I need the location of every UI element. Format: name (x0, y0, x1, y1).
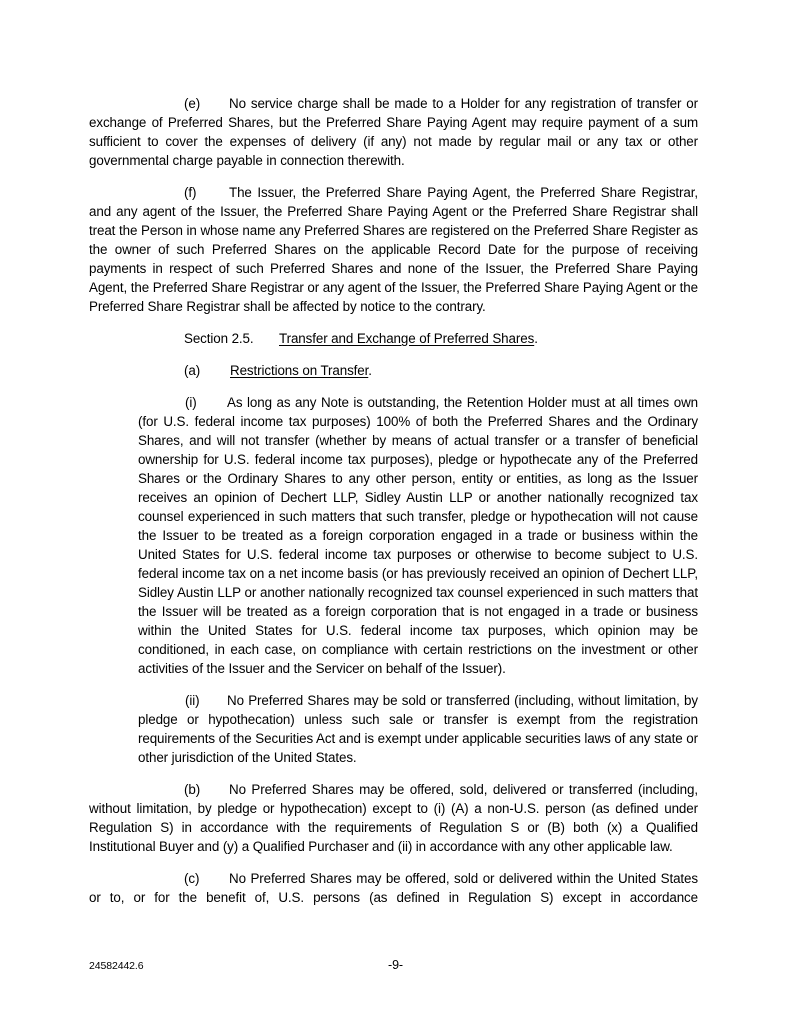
document-body (89, 94, 698, 920)
paragraph-c-text: No Preferred Shares may be offered, sold or delivered within the United States or to, or for the benefit of, U.S. persons (as defined in Regulation S) except in accordance (89, 871, 698, 905)
paragraph-i-text: As long as any Note is outstanding, the Retention Holder must at all times own (for U.S. federal income tax purposes) 100% of both the Preferred Shares and the Ordinary Shares, and will not transfer (whether by means of actual transfer or a transfer of beneficial ownership for U.S. federal income tax purposes), pledge or hypothecate any of the Preferred Shares or the Ordinary Shares to any other person, entity or entities, as long as the Issuer receives an opinion of Dechert LLP, Sidley Austin LLP or another nationally recognized tax counsel experienced in such matters that such transfer, pledge or hypothecation will not cause the Issuer to be treated as a foreign corporation engaged in a trade or business within the United States for U.S. federal income tax purposes or otherwise to become subject to U.S. federal income tax on a net income basis (or has previously received an opinion of Dechert LLP, Sidley Austin LLP or another nationally recognized tax counsel experienced in such matters that the Issuer will be treated as a foreign corporation that is not engaged in a trade or business within the United States for U.S. federal income tax purposes, which opinion may be conditioned, in each case, on compliance with certain restrictions on the investment or other activities of the Issuer and the Servicer on behalf of the Issuer). (138, 395, 698, 676)
subsection-a-heading (184, 361, 698, 380)
subsection-a-suffix: . (368, 363, 372, 378)
paragraph-c-label: (c) (184, 871, 200, 886)
paragraph-f (89, 183, 698, 316)
footer-doc-number: 24582442.6 (89, 960, 144, 972)
paragraph-i (138, 393, 698, 678)
section-2-5-heading (184, 329, 698, 348)
paragraph-b-text: No Preferred Shares may be offered, sold, delivered or transferred (including, without limitation, by pledge or hypothecation) except to (i) (A) a non-U.S. person (as defined under Regulation S) in accordance with the requirements of Regulation S or (B) both (x) a Qualified Institutional Buyer and (y) a Qualified Purchaser and (ii) in accordance with any other applicable law. (89, 782, 698, 854)
paragraph-ii-label: (ii) (185, 693, 200, 708)
paragraph-b (89, 780, 698, 856)
paragraph-ii (138, 691, 698, 767)
paragraph-f-text: The Issuer, the Preferred Share Paying Agent, the Preferred Share Registrar, and any agent of the Issuer, the Preferred Share Paying Agent or the Preferred Share Registrar shall treat the Person in whose name any Preferred Shares are registered on the Preferred Share Register as the owner of such Preferred Shares on the applicable Record Date for the purpose of receiving payments in respect of such Preferred Shares and none of the Issuer, the Preferred Share Paying Agent, the Preferred Share Registrar or any agent of the Issuer, the Preferred Share Paying Agent or the Preferred Share Registrar shall be affected by notice to the contrary. (89, 185, 698, 314)
section-2-5-suffix: . (534, 331, 538, 346)
section-2-5-label: Section 2.5. (184, 331, 254, 346)
paragraph-ii-text: No Preferred Shares may be sold or transferred (including, without limitation, by pledge or hypothecation) unless such sale or transfer is exempt from the registration requirements of the Securities Act and is exempt under applicable securities laws of any state or other jurisdiction of the United States. (138, 693, 698, 765)
paragraph-f-label: (f) (184, 185, 197, 200)
paragraph-e-text: No service charge shall be made to a Holder for any registration of transfer or exchange of Preferred Shares, but the Preferred Share Paying Agent may require payment of a sum sufficient to cover the expenses of delivery (if any) not made by regular mail or any tax or other governmental charge payable in connection therewith. (89, 96, 698, 168)
subsection-a-title: Restrictions on Transfer (230, 363, 369, 378)
section-2-5-title: Transfer and Exchange of Preferred Shares (279, 331, 535, 346)
paragraph-e (89, 94, 698, 170)
subsection-a-label: (a) (184, 363, 201, 378)
footer-page-number: -9- (388, 958, 403, 972)
paragraph-b-label: (b) (184, 782, 201, 797)
paragraph-c (89, 869, 698, 907)
paragraph-e-label: (e) (184, 96, 201, 111)
paragraph-i-label: (i) (185, 395, 197, 410)
